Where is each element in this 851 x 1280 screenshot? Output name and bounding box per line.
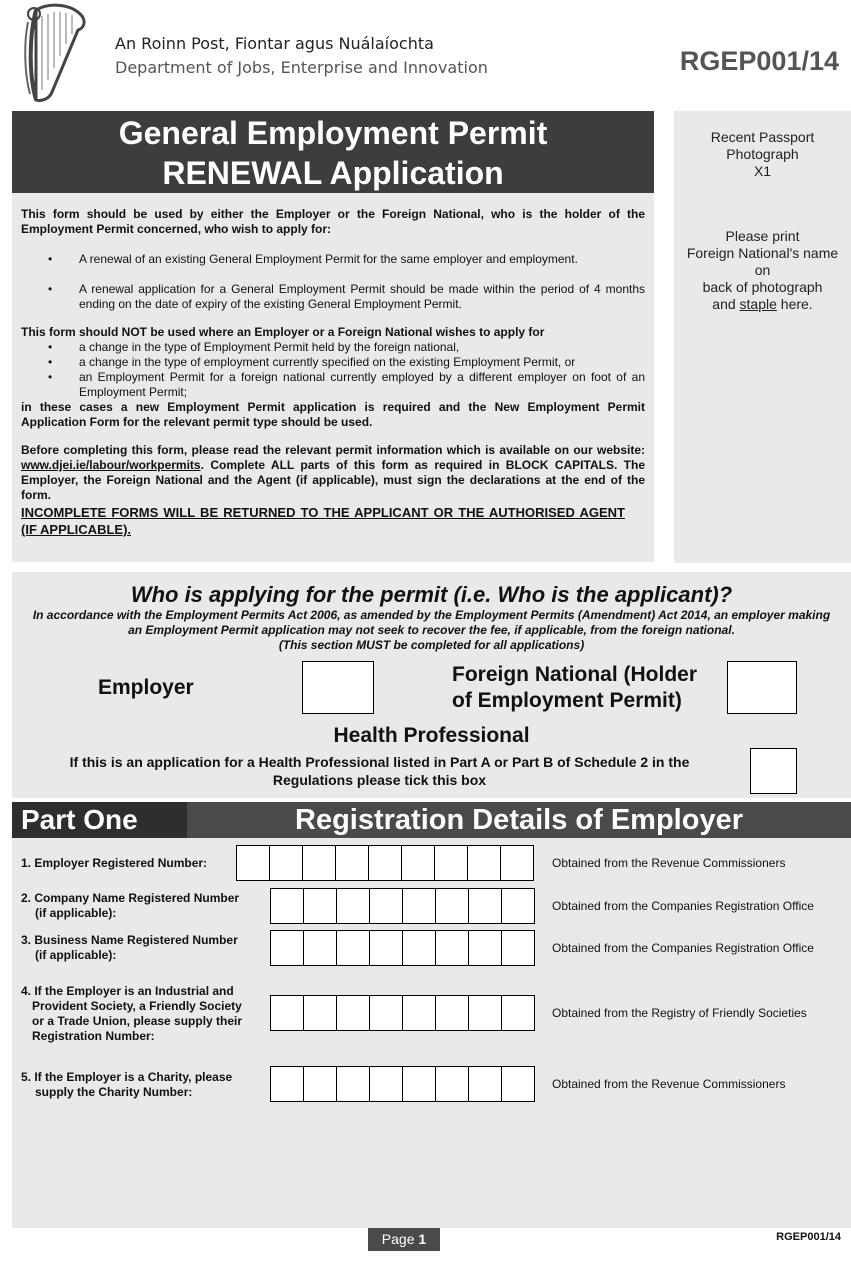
question-5-source: Obtained from the Revenue Commissioners [552,1077,786,1091]
question-3-source: Obtained from the Companies Registration Office [552,941,814,955]
question-5-line2: supply the Charity Number: [35,1085,193,1099]
website-link[interactable]: www.djei.ie/labour/workpermits [21,458,201,472]
char-cell[interactable] [501,995,535,1031]
intro-paragraph-2: This form should NOT be used where an Employer or a Foreign National wishes to apply for [21,325,545,339]
photo-line-7: back of photograph [702,279,823,295]
instructions-panel [12,193,654,562]
photo-line-4: Please print [725,228,800,244]
question-1-line1: 1. Employer Registered Number: [21,856,208,870]
bullet-apply-2: • A renewal application for a General Employment Permit should be made within the period of 4 months ending on the date of expiry of the existing General Employment Permit. [21,282,645,312]
part-one-title: Registration Details of Employer [295,804,743,836]
health-professional-tickbox[interactable] [750,748,797,794]
page-indicator [368,1228,440,1251]
bullet-apply-1: • A renewal of an existing General Employment Permit for the same employer and employment. [21,252,645,267]
question-5-line1: 5. If the Employer is a Charity, please [21,1070,233,1084]
foreign-national-label-line2: of Employment Permit) [452,689,682,712]
question-1-label [21,856,207,871]
bullet-not-1: • a change in the type of Employment Permit held by the foreign national, [21,340,645,355]
foreign-national-label [452,662,697,714]
char-cell[interactable] [270,995,304,1031]
question-4-line3: or a Trade Union, please supply their [32,1014,243,1028]
passport-photo-box [674,111,851,563]
photo-line-8-b: here. [776,296,813,312]
char-cell[interactable] [270,930,304,966]
char-cell[interactable] [468,1066,502,1102]
char-cell[interactable] [401,845,435,881]
photo-line-1: Recent Passport [710,129,815,145]
char-cell[interactable] [336,930,370,966]
footer-form-code: RGEP001/14 [776,1231,841,1243]
char-cell[interactable] [335,845,369,881]
applicant-section-note [26,608,837,653]
health-professional-line2: Regulations please tick this box [272,772,487,788]
applicant-section-title: Who is applying for the permit (i.e. Who is the applicant)? [130,582,733,607]
char-cell[interactable] [269,845,303,881]
char-cell[interactable] [435,930,469,966]
char-cell[interactable] [369,930,403,966]
char-cell[interactable] [236,845,270,881]
char-cell[interactable] [500,845,534,881]
char-cell[interactable] [501,888,535,924]
char-cell[interactable] [434,845,468,881]
char-cell[interactable] [270,888,304,924]
question-3-input [270,930,534,966]
foreign-national-label-line1: Foreign National (Holder [452,663,698,686]
char-cell[interactable] [369,1066,403,1102]
incomplete-forms-warning: INCOMPLETE FORMS WILL BE RETURNED TO THE APPLICANT OR THE AUTHORISED AGENT (IF APPLICABLE). [21,505,625,537]
page-label: Page [381,1231,415,1247]
char-cell[interactable] [501,1066,535,1102]
char-cell[interactable] [402,1066,436,1102]
health-professional-line1: If this is an application for a Health Professional listed in Part A or Part B of Schedule 2 in the [69,754,690,770]
question-2-source: Obtained from the Companies Registration Office [552,899,814,913]
char-cell[interactable] [303,1066,337,1102]
page-number: 1 [418,1231,427,1247]
applicant-note-1: In accordance with the Employment Permits Act 2006, as amended by the Employment Permits (Amendment) Act 2014, an employer making an Employment Permit application may not seek to recover the fee, if applicable, from the foreign national. [32,608,831,637]
employer-label: Employer [98,676,194,699]
photo-line-5: Foreign National's name [686,245,839,261]
char-cell[interactable] [468,888,502,924]
char-cell[interactable] [435,995,469,1031]
char-cell[interactable] [303,995,337,1031]
foreign-national-tickbox[interactable] [727,661,797,714]
char-cell[interactable] [303,930,337,966]
question-2-line2: (if applicable): [35,906,117,920]
intro-paragraph-4 [21,443,645,503]
char-cell[interactable] [402,888,436,924]
bullet-not-2: • a change in the type of employment currently specified on the existing Employment Permit, or [21,355,645,370]
char-cell[interactable] [368,845,402,881]
question-2-line1: 2. Company Name Registered Number [21,891,240,905]
intro-paragraph-4-text: Before completing this form, please read the relevant permit information which is available on our website: [21,443,645,457]
part-one-label: Part One [12,802,187,838]
intro-paragraph-3: in these cases a new Employment Permit application is required and the New Employment Permit Application Form for the relevant permit type should be used. [21,400,645,429]
char-cell[interactable] [468,930,502,966]
question-3-label [21,933,238,963]
char-cell[interactable] [467,845,501,881]
char-cell[interactable] [369,888,403,924]
applicant-note-2: (This section MUST be completed for all applications) [278,638,585,652]
char-cell[interactable] [369,995,403,1031]
employer-tickbox[interactable] [302,661,374,714]
question-2-input [270,888,534,924]
question-5-label [21,1070,232,1100]
char-cell[interactable] [435,1066,469,1102]
health-professional-text [12,753,747,789]
question-5-input [270,1066,534,1102]
intro-paragraph-4-rest: . Complete ALL parts of this form as required in BLOCK CAPITALS. The Employer, the Foreign National and the Agent (if applicable), must sign the declarations at the end of the form. [21,458,645,502]
photo-line-6: on [754,262,771,278]
photo-line-8-staple: staple [739,296,777,312]
department-name-irish: An Roinn Post, Fiontar agus Nuálaíochta [115,34,434,53]
question-2-label [21,891,239,921]
char-cell[interactable] [303,888,337,924]
char-cell[interactable] [468,995,502,1031]
question-4-line4: Registration Number: [32,1029,155,1043]
harp-icon [22,2,90,106]
question-4-line2: Provident Society, a Friendly Society [32,999,242,1013]
health-professional-title: Health Professional [333,724,530,747]
char-cell[interactable] [336,1066,370,1102]
char-cell[interactable] [402,995,436,1031]
photo-line-2: Photograph [726,146,799,162]
photo-line-3: X1 [753,163,772,179]
part-one-body [12,838,851,1228]
form-title [12,111,654,193]
department-name-english: Department of Jobs, Enterprise and Innovation [115,58,488,77]
question-4-label [21,984,242,1044]
question-1-input [236,845,533,881]
question-4-source: Obtained from the Registry of Friendly Societies [552,1006,807,1020]
question-3-line1: 3. Business Name Registered Number [21,933,238,947]
question-3-line2: (if applicable): [35,948,117,962]
photo-line-8 [674,296,851,313]
question-1-source: Obtained from the Revenue Commissioners [552,856,786,870]
form-code: RGEP001/14 [679,46,839,76]
char-cell[interactable] [336,995,370,1031]
form-title-line1: General Employment Permit [118,115,548,151]
photo-line-8-a: and [712,296,740,312]
char-cell[interactable] [435,888,469,924]
char-cell[interactable] [501,930,535,966]
bullet-not-3: • an Employment Permit for a foreign national currently employed by a different employer on foot of an Employment Permit; [21,370,645,400]
form-title-line2: RENEWAL Application [162,155,504,191]
applicant-section [12,572,851,798]
intro-paragraph-1: This form should be used by either the Employer or the Foreign National, who is the holder of the Employment Permit concerned, who wish to apply for: [21,207,645,236]
question-4-line1: 4. If the Employer is an Industrial and [21,984,234,998]
char-cell[interactable] [402,930,436,966]
char-cell[interactable] [336,888,370,924]
question-4-input [270,995,534,1031]
char-cell[interactable] [302,845,336,881]
char-cell[interactable] [270,1066,304,1102]
